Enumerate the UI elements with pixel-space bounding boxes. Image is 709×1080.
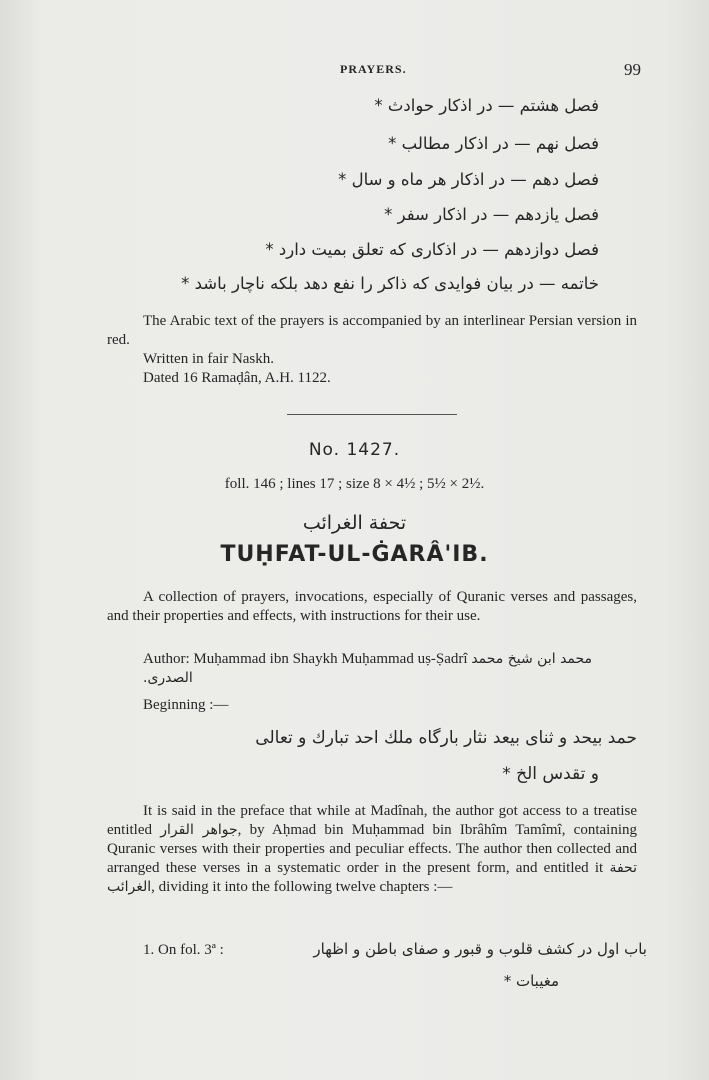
beginning-arabic-line-2: و تقدس الخ * [502, 764, 599, 784]
chapter-1-label: 1. On fol. 3ª : [143, 942, 224, 958]
prev-entry-notes [107, 312, 637, 388]
beginning-label-block [107, 696, 637, 715]
preface-text-3: , dividing it into the following twelve chapters :— [151, 879, 453, 895]
chapter-1-arabic-cont: مغیبات * [503, 972, 559, 990]
title-arabic: تحفة الغرائب [302, 512, 407, 534]
preface-text-2: , by Aḥmad bin Muḥammad bin Ibrâhîm Tamîmî, containing Quranic verses with their properties and peculiar effects. The author then collected and arranged these verses in a systematic order in the present form, and entitled it [107, 822, 637, 876]
preface-arabic-1: جواهر القرار [160, 822, 238, 838]
chapter-line-10: فصل دهم — در اذکار هر ماه و سال * [338, 170, 599, 189]
chapter-1-line [107, 940, 647, 960]
preface-arabic-2: تحفة الغرائب [107, 860, 637, 895]
date-note: Dated 16 Ramaḍân, A.H. 1122. [143, 370, 331, 386]
preface-paragraph [107, 802, 637, 897]
chapter-line-9: فصل نهم — در اذکار مطالب * [388, 134, 599, 153]
author-label: Author: [143, 651, 190, 667]
interlinear-note: The Arabic text of the prayers is accompanied by an interlinear Persian version in red. [107, 313, 637, 348]
beginning-arabic-line-1: حمد بیحد و ثنای بیعد نثار بارگاه ملك احد تبارك و تعالی [255, 728, 637, 748]
running-title: PRAYERS. [340, 62, 407, 76]
author-line [107, 650, 637, 688]
title-transliterated: TUḤFAT-UL-ĠARÂ'IB. [220, 542, 489, 567]
conclusion-line: خاتمه — در بیان فوایدی که ذاکر را نفع دهد بلکه ناچار باشد * [181, 274, 599, 293]
beginning-label: Beginning :— [143, 697, 229, 713]
author-name: Muḥammad ibn Shaykh Muḥammad uṣ-Ṣadrî [193, 651, 468, 667]
chapter-line-8: فصل هشتم — در اذکار حوادث * [374, 96, 599, 115]
section-divider [287, 414, 457, 415]
description-paragraph [107, 588, 637, 626]
author-arabic: محمد ابن شیخ محمد الصدری. [143, 651, 593, 686]
entry-number: No. 1427. [308, 440, 401, 460]
chapter-line-11: فصل یازدهم — در اذکار سفر * [384, 205, 599, 224]
page-number: 99 [624, 60, 641, 79]
preface-text-1: It is said in the preface that while at Madînah, the author got access to a treatise entitled [107, 803, 637, 838]
chapter-1-arabic: باب اول در کشف قلوب و قبور و صفای باطن و اظهار [313, 940, 647, 958]
chapter-line-12: فصل دوازدهم — در اذکاری که تعلق بمیت دارد * [265, 240, 599, 259]
description-text: A collection of prayers, invocations, especially of Quranic verses and passages, and their properties and effects, with instructions for their use. [107, 589, 637, 624]
folio-description: foll. 146 ; lines 17 ; size 8 × 4½ ; 5½ × 2½. [224, 476, 485, 492]
script-note: Written in fair Naskh. [143, 351, 275, 367]
